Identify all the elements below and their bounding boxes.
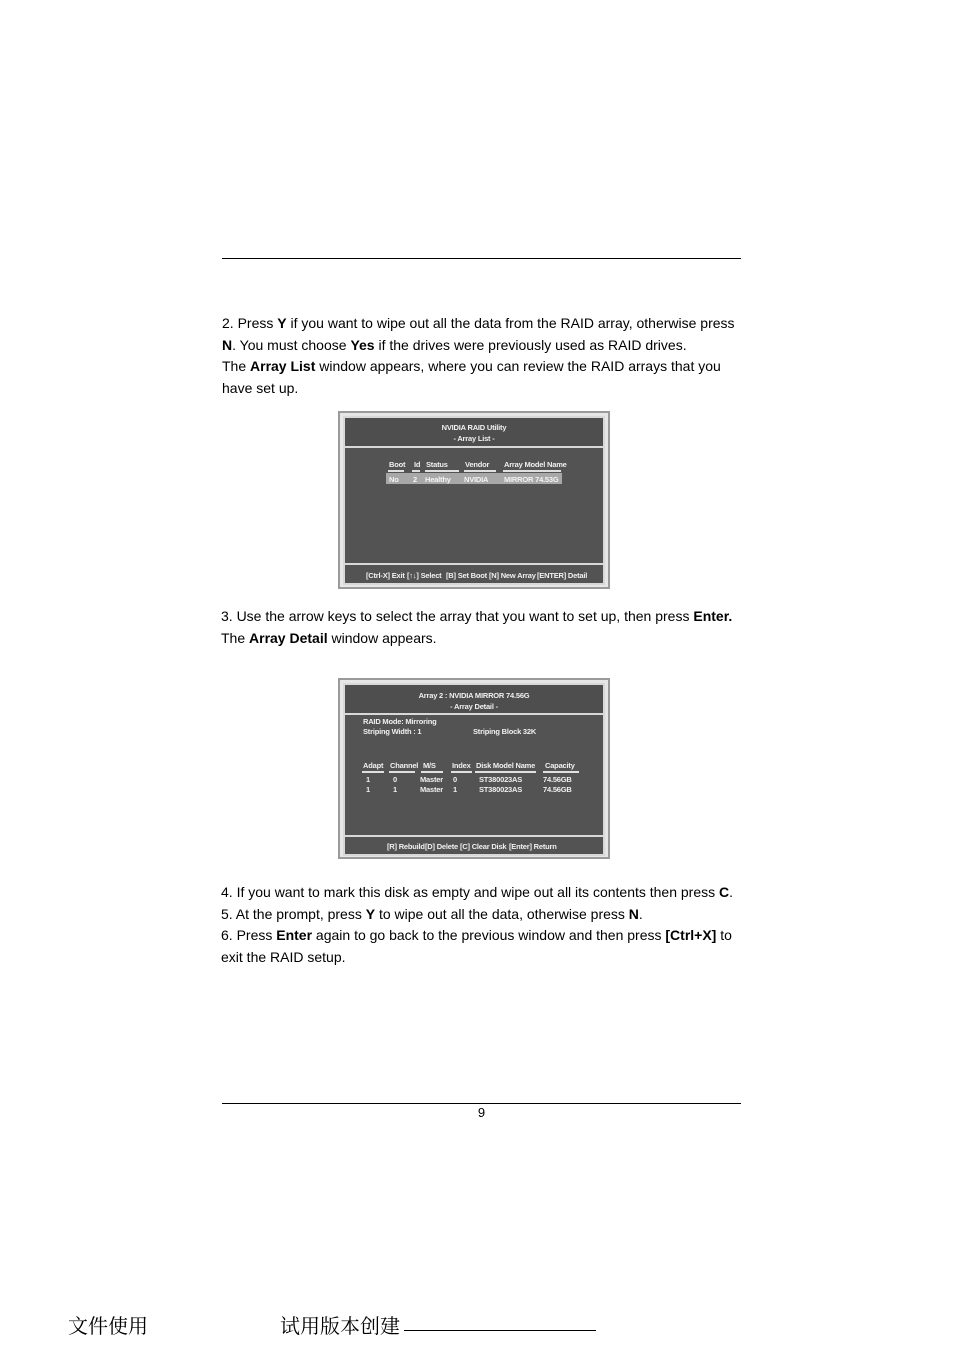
key-select: [↑↓] Select — [407, 571, 442, 580]
watermark-left: 文件使用 — [68, 1314, 148, 1338]
col-ms: M/S — [423, 761, 436, 770]
col-boot: Boot — [389, 460, 406, 469]
array-list-footer — [343, 563, 605, 585]
array-list-title: NVIDIA RAID Utility — [441, 423, 507, 432]
row1-channel: 0 — [393, 775, 397, 784]
row-id: 2 — [413, 474, 417, 484]
array-list-subtitle: - Array List - — [453, 434, 495, 443]
row1-ms: Master — [420, 775, 443, 784]
key-rebuild: [R] Rebuild — [387, 842, 425, 851]
row2-model: ST380023AS — [479, 785, 523, 794]
row-vendor: NVIDIA — [464, 474, 489, 484]
paragraph-steps-4-6: 4. If you want to mark this disk as empty and wipe out all its contents then press C. 5. At the prompt, press Y to wipe out all the data, otherwise press N. 6. Press Enter again to go back to the previous window and then press [Ctrl+X] to exit the RAID setup. — [221, 884, 734, 966]
col-status: Status — [426, 460, 448, 469]
row-array-model: MIRROR 74.53G — [504, 474, 559, 484]
watermark-underline — [404, 1330, 596, 1331]
col-channel: Channel — [390, 761, 419, 770]
row1-index: 0 — [453, 775, 457, 784]
array-list-body — [343, 446, 605, 563]
striping-width: Striping Width : 1 — [363, 727, 422, 736]
row2-capacity: 74.56GB — [543, 785, 572, 794]
key-set-boot: [B] Set Boot — [446, 571, 487, 580]
striping-block: Striping Block 32K — [473, 727, 537, 736]
col-capacity: Capacity — [545, 761, 575, 770]
page-number: 9 — [477, 1105, 486, 1120]
key-clear-disk: [C] Clear Disk — [460, 842, 507, 851]
col-adapt: Adapt — [363, 761, 384, 770]
key-detail: [ENTER] Detail — [537, 571, 588, 580]
col-vendor: Vendor — [465, 460, 490, 469]
array-detail-title: Array 2 : NVIDIA MIRROR 74.56G — [418, 691, 530, 700]
key-new-array: [N] New Array — [489, 571, 536, 580]
array-detail-footer — [343, 835, 605, 856]
array-list-row-selected[interactable] — [386, 473, 562, 484]
array-detail-body — [343, 713, 605, 835]
col-array-model: Array Model Name — [504, 460, 567, 469]
col-index: Index — [452, 761, 471, 770]
row2-channel: 1 — [393, 785, 397, 794]
row2-index: 1 — [453, 785, 457, 794]
array-list-header — [343, 416, 605, 446]
paragraph-step-2: 2. Press Y if you want to wipe out all the data from the RAID array, otherwise press N. You must choose Yes if the drives were previously used as RAID drives. The Array List window appears, where you can review the RAID arrays that you have set up. — [222, 315, 735, 397]
raid-mode: RAID Mode: Mirroring — [363, 717, 437, 726]
row1-model: ST380023AS — [479, 775, 523, 784]
key-delete: [D] Delete — [425, 842, 459, 851]
key-exit: [Ctrl-X] Exit — [366, 571, 405, 580]
row-boot: No — [389, 474, 399, 484]
key-return: [Enter] Return — [509, 842, 557, 851]
array-detail-subtitle: - Array Detail - — [450, 702, 498, 711]
paragraph-step-3: 3. Use the arrow keys to select the array that you want to set up, then press Enter. The Array Detail window appears. — [221, 608, 733, 646]
row1-capacity: 74.56GB — [543, 775, 572, 784]
array-list-screenshot — [338, 411, 610, 589]
footer-rule — [222, 1103, 741, 1104]
array-detail-header — [343, 683, 605, 713]
row1-adapt: 1 — [366, 775, 370, 784]
row2-adapt: 1 — [366, 785, 370, 794]
array-detail-screenshot — [338, 678, 610, 859]
row-status: Healthy — [425, 474, 451, 484]
watermark-right: 试用版本创建 — [280, 1314, 400, 1338]
col-id: Id — [414, 460, 421, 469]
header-rule — [222, 258, 741, 259]
col-disk-model: Disk Model Name — [476, 761, 536, 770]
row2-ms: Master — [420, 785, 443, 794]
